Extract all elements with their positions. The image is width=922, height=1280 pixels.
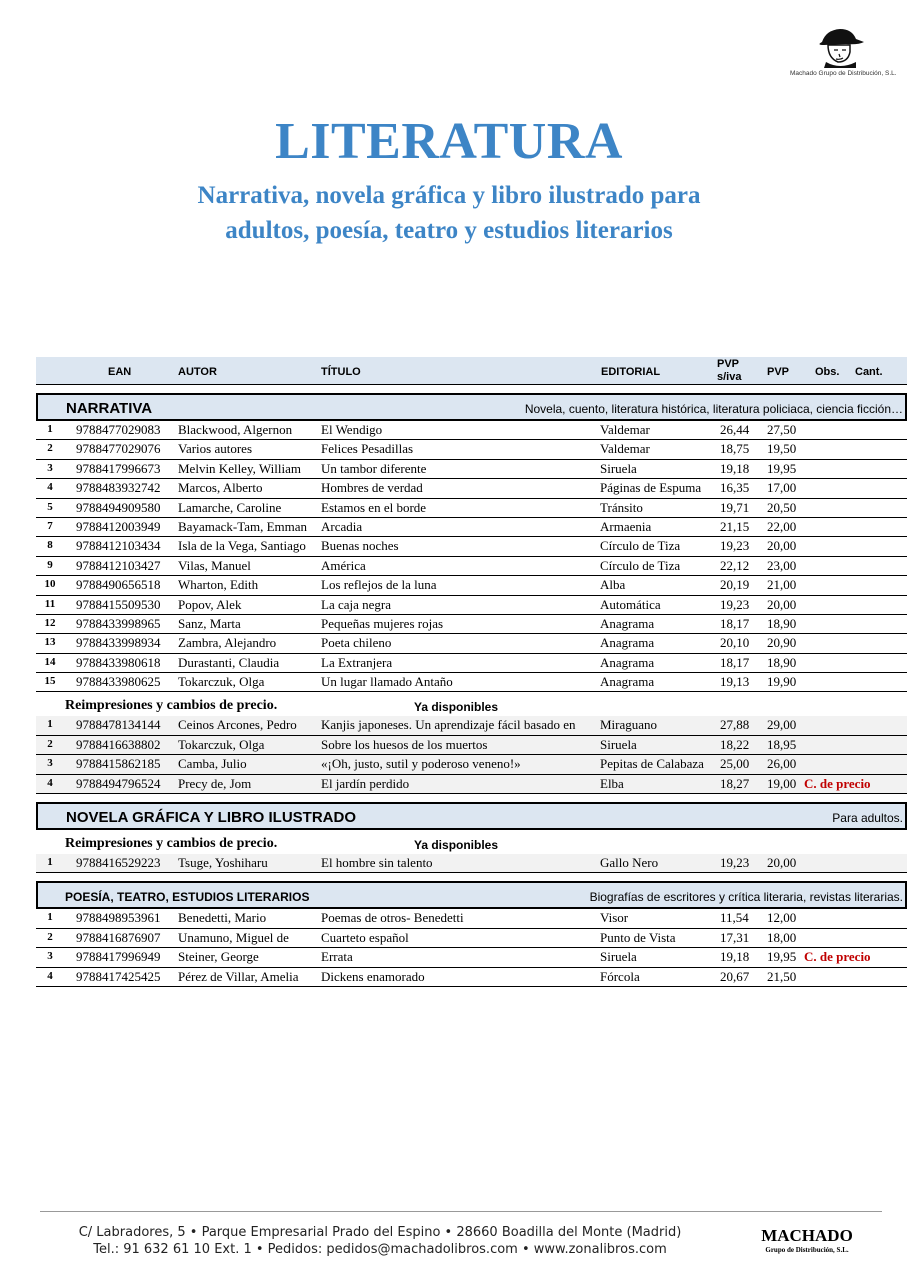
title-cell: Cuarteto español — [321, 929, 409, 945]
author-cell: Tsuge, Yoshiharu — [178, 855, 268, 871]
price-no-vat-cell: 18,17 — [720, 654, 750, 670]
table-row — [36, 716, 907, 735]
ean-cell: 9788416529223 — [76, 855, 161, 871]
price-cell: 27,50 — [767, 422, 797, 437]
author-cell: Popov, Alek — [178, 596, 242, 612]
price-cell: 22,00 — [767, 518, 797, 534]
ya-disponibles-label: Ya disponibles — [414, 700, 499, 715]
table-row — [36, 654, 907, 673]
title-cell: Un lugar llamado Antaño — [321, 674, 453, 690]
ean-cell: 9788494909580 — [76, 499, 161, 515]
table-row — [36, 479, 907, 498]
title-cell: «¡Oh, justo, sutil y poderoso veneno!» — [321, 756, 521, 772]
col-ean: EAN — [108, 366, 132, 378]
subtitle-line-2: adultos, poesía, teatro y estudios literarios — [225, 217, 673, 244]
title-cell: Kanjis japoneses. Un aprendizaje fácil basado en — [321, 717, 576, 733]
price-cell: 19,50 — [767, 441, 797, 457]
page-title: LITERATURA — [275, 113, 623, 170]
publisher-cell: Elba — [600, 775, 624, 791]
footer-divider — [40, 1211, 882, 1212]
publisher-cell: Siruela — [600, 460, 637, 476]
table-row — [36, 440, 907, 459]
price-no-vat-cell: 20,19 — [720, 577, 750, 593]
table-row — [36, 557, 907, 576]
price-no-vat-cell: 19,18 — [720, 460, 750, 476]
obs-cell: C. de precio — [804, 775, 871, 791]
price-cell: 18,90 — [767, 654, 797, 670]
author-cell: Pérez de Villar, Amelia — [178, 968, 299, 984]
price-cell: 20,50 — [767, 499, 797, 515]
price-no-vat-cell: 21,15 — [720, 518, 750, 534]
price-cell: 21,50 — [767, 968, 797, 984]
ean-cell: 9788416876907 — [76, 929, 161, 945]
section-title: NARRATIVA — [66, 400, 153, 417]
author-cell: Camba, Julio — [178, 756, 247, 772]
publisher-cell: Anagrama — [600, 615, 655, 631]
author-cell: Tokarczuk, Olga — [178, 736, 265, 752]
table-row — [36, 576, 907, 595]
price-cell: 19,95 — [767, 949, 797, 965]
price-cell: 20,00 — [767, 596, 797, 612]
price-no-vat-cell: 20,10 — [720, 635, 750, 651]
title-cell: Un tambor diferente — [321, 460, 427, 476]
publisher-cell: Gallo Nero — [600, 855, 659, 871]
title-cell: Pequeñas mujeres rojas — [321, 615, 444, 631]
footer-brand-sub: Grupo de Distribución, S.L. — [765, 1246, 849, 1254]
price-cell: 19,95 — [767, 460, 797, 476]
author-cell: Durastanti, Claudia — [178, 654, 280, 670]
title-cell: La caja negra — [321, 596, 392, 612]
price-no-vat-cell: 11,54 — [720, 910, 749, 926]
price-cell: 18,90 — [767, 615, 797, 631]
section-description: Novela, cuento, literatura histórica, literatura policiaca, ciencia ficción… — [524, 402, 903, 416]
row-number: 11 — [44, 597, 56, 610]
price-no-vat-cell: 19,23 — [720, 538, 750, 554]
table-row — [36, 755, 907, 774]
novela-grafica-rows — [36, 854, 907, 873]
title-cell: Estamos en el borde — [321, 499, 427, 515]
price-no-vat-cell: 19,18 — [720, 949, 750, 965]
publisher-cell: Siruela — [600, 736, 637, 752]
reimpresiones-title: Reimpresiones y cambios de precio. — [65, 836, 278, 852]
price-cell: 18,95 — [767, 736, 797, 752]
author-cell: Isla de la Vega, Santiago — [178, 538, 306, 554]
section-novela-grafica — [36, 802, 907, 830]
publisher-cell: Anagrama — [600, 635, 655, 651]
title-cell: Errata — [321, 949, 353, 965]
price-no-vat-cell: 19,23 — [720, 855, 750, 871]
price-cell: 12,00 — [767, 910, 797, 926]
narrativa-reimp-rows — [36, 716, 907, 794]
table-row — [36, 421, 907, 440]
table-row — [36, 854, 907, 873]
title-cell: América — [321, 557, 366, 573]
col-pvp: PVP — [767, 366, 790, 378]
publisher-cell: Punto de Vista — [600, 929, 676, 945]
reimpresiones-title: Reimpresiones y cambios de precio. — [65, 698, 278, 714]
logo-caption: Machado Grupo de Distribución, S.L. — [790, 70, 897, 77]
publisher-cell: Alba — [600, 577, 626, 593]
row-number: 1 — [47, 856, 53, 869]
publisher-cell: Fórcola — [600, 968, 640, 984]
table-row — [36, 736, 907, 755]
catalog-table — [36, 357, 907, 987]
table-row — [36, 537, 907, 556]
table-row — [36, 615, 907, 634]
row-number: 7 — [47, 519, 53, 532]
row-number: 9 — [47, 558, 53, 571]
col-pvp-siva-line2: s/iva — [717, 371, 742, 383]
publisher-cell: Círculo de Tiza — [600, 538, 681, 554]
ean-cell: 9788417996673 — [76, 460, 161, 476]
ean-cell: 9788415862185 — [76, 756, 161, 772]
ean-cell: 9788477029076 — [76, 441, 161, 457]
row-number: 1 — [47, 718, 53, 731]
publisher-cell: Pepitas de Calabaza — [600, 756, 704, 772]
reimpresiones-header — [36, 692, 907, 716]
price-cell: 19,90 — [767, 674, 797, 690]
table-row — [36, 518, 907, 537]
row-number: 1 — [47, 423, 53, 435]
col-titulo: TÍTULO — [321, 366, 361, 378]
table-row — [36, 460, 907, 479]
price-cell: 21,00 — [767, 577, 797, 593]
ean-cell: 9788417996949 — [76, 949, 161, 965]
ean-cell: 9788416638802 — [76, 736, 161, 752]
footer-brand: MACHADO — [761, 1226, 853, 1245]
row-number: 2 — [47, 442, 53, 455]
reimpresiones-header — [36, 830, 907, 854]
row-number: 13 — [44, 636, 56, 649]
row-number: 1 — [47, 911, 53, 924]
col-autor: AUTOR — [178, 366, 217, 378]
title-cell: Los reflejos de la luna — [321, 577, 437, 593]
hat-man-icon — [812, 24, 868, 68]
price-no-vat-cell: 16,35 — [720, 480, 750, 496]
row-number: 3 — [47, 461, 53, 474]
author-cell: Lamarche, Caroline — [178, 499, 282, 515]
publisher-cell: Automática — [600, 596, 661, 612]
price-no-vat-cell: 20,67 — [720, 968, 750, 984]
section-description: Para adultos. — [832, 811, 903, 826]
price-cell: 29,00 — [767, 717, 797, 733]
row-number: 2 — [47, 737, 53, 750]
table-row — [36, 948, 907, 967]
table-row — [36, 673, 907, 692]
price-no-vat-cell: 18,17 — [720, 615, 750, 631]
ya-disponibles-label: Ya disponibles — [414, 838, 499, 853]
author-cell: Wharton, Edith — [178, 577, 259, 593]
section-poesia — [36, 881, 907, 909]
publisher-cell: Valdemar — [600, 441, 650, 457]
page-subtitle — [0, 178, 898, 248]
author-cell: Benedetti, Mario — [178, 910, 267, 926]
publisher-cell: Visor — [600, 910, 629, 926]
row-number: 4 — [47, 481, 53, 494]
title-cell: Hombres de verdad — [321, 480, 423, 496]
obs-cell: C. de precio — [804, 949, 871, 965]
author-cell: Tokarczuk, Olga — [178, 674, 265, 690]
author-cell: Precy de, Jom — [178, 775, 252, 791]
footer-line-2: Tel.: 91 632 61 10 Ext. 1 • Pedidos: pedidos@machadolibros.com • www.zonalibros.com — [93, 1242, 667, 1257]
title-cell: Arcadia — [321, 518, 363, 534]
price-no-vat-cell: 27,88 — [720, 717, 750, 733]
ean-cell: 9788433980625 — [76, 674, 161, 690]
section-title: POESÍA, TEATRO, ESTUDIOS LITERARIOS — [65, 890, 310, 905]
table-row — [36, 929, 907, 948]
publisher-cell: Miraguano — [600, 717, 658, 733]
author-cell: Steiner, George — [178, 949, 259, 965]
price-no-vat-cell: 19,23 — [720, 596, 750, 612]
price-no-vat-cell: 19,13 — [720, 674, 750, 690]
publisher-cell: Anagrama — [600, 674, 655, 690]
ean-cell: 9788498953961 — [76, 910, 161, 926]
title-cell: El hombre sin talento — [321, 855, 433, 871]
table-row — [36, 909, 907, 928]
author-cell: Varios autores — [178, 441, 253, 457]
price-no-vat-cell: 25,00 — [720, 756, 750, 772]
title-cell: Dickens enamorado — [321, 968, 425, 984]
ean-cell: 9788412103427 — [76, 557, 161, 573]
author-cell: Bayamack-Tam, Emman — [178, 518, 308, 534]
publisher-cell: Páginas de Espuma — [600, 480, 702, 496]
ean-cell: 9788417425425 — [76, 968, 161, 984]
author-cell: Blackwood, Algernon — [178, 422, 293, 437]
poesia-rows — [36, 909, 907, 987]
price-no-vat-cell: 17,31 — [720, 929, 750, 945]
author-cell: Unamuno, Miguel de — [178, 929, 289, 945]
publisher-cell: Tránsito — [600, 499, 643, 515]
row-number: 3 — [47, 757, 53, 770]
section-title: NOVELA GRÁFICA Y LIBRO ILUSTRADO — [66, 809, 357, 827]
publisher-cell: Siruela — [600, 949, 637, 965]
title-cell: El Wendigo — [321, 422, 383, 437]
title-cell: Poeta chileno — [321, 635, 392, 651]
footer-line-1: C/ Labradores, 5 • Parque Empresarial Prado del Espino • 28660 Boadilla del Monte (Madrid) — [78, 1225, 682, 1240]
ean-cell: 9788477029083 — [76, 422, 161, 437]
price-cell: 23,00 — [767, 557, 797, 573]
row-number: 4 — [47, 969, 53, 982]
price-cell: 18,00 — [767, 929, 797, 945]
row-number: 4 — [47, 776, 53, 789]
ean-cell: 9788433998934 — [76, 635, 161, 651]
author-cell: Ceinos Arcones, Pedro — [178, 717, 297, 733]
publisher-cell: Círculo de Tiza — [600, 557, 681, 573]
price-no-vat-cell: 22,12 — [720, 557, 750, 573]
author-cell: Sanz, Marta — [178, 615, 241, 631]
col-cant: Cant. — [855, 366, 883, 378]
publisher-cell: Valdemar — [600, 422, 650, 437]
price-cell: 20,90 — [767, 635, 797, 651]
col-pvp-siva-line1: PVP — [717, 358, 740, 370]
author-cell: Marcos, Alberto — [178, 480, 263, 496]
ean-cell: 9788412103434 — [76, 538, 161, 554]
ean-cell: 9788483932742 — [76, 480, 161, 496]
company-logo — [790, 24, 897, 77]
table-row — [36, 968, 907, 987]
price-no-vat-cell: 18,22 — [720, 736, 750, 752]
price-cell: 17,00 — [767, 480, 797, 496]
price-cell: 20,00 — [767, 538, 797, 554]
title-cell: Poemas de otros- Benedetti — [321, 910, 464, 926]
col-obs: Obs. — [815, 366, 840, 378]
table-row — [36, 596, 907, 615]
row-number: 10 — [44, 578, 56, 591]
ean-cell: 9788494796524 — [76, 775, 161, 791]
row-number: 3 — [47, 950, 53, 963]
section-narrativa — [36, 393, 907, 421]
col-pvp-siva — [717, 358, 741, 384]
section-description: Biografías de escritores y crítica literaria, revistas literarias. — [589, 890, 903, 905]
ean-cell: 9788415509530 — [76, 596, 161, 612]
table-row — [36, 775, 907, 794]
price-no-vat-cell: 19,71 — [720, 499, 750, 515]
table-row — [36, 634, 907, 653]
table-row — [36, 499, 907, 518]
ean-cell: 9788433980618 — [76, 654, 161, 670]
table-header — [36, 357, 907, 385]
row-number: 2 — [47, 930, 53, 943]
footer-address — [40, 1224, 720, 1258]
title-cell: Sobre los huesos de los muertos — [321, 736, 488, 752]
author-cell: Melvin Kelley, William — [178, 460, 301, 476]
subtitle-line-1: Narrativa, novela gráfica y libro ilustrado para — [197, 182, 701, 209]
price-cell: 19,00 — [767, 775, 797, 791]
author-cell: Zambra, Alejandro — [178, 635, 277, 651]
ean-cell: 9788412003949 — [76, 518, 161, 534]
row-number: 15 — [44, 675, 56, 688]
publisher-cell: Armaenia — [600, 518, 652, 534]
title-cell: Felices Pesadillas — [321, 441, 414, 457]
row-number: 5 — [47, 500, 53, 513]
author-cell: Vilas, Manuel — [178, 557, 251, 573]
ean-cell: 9788433998965 — [76, 615, 161, 631]
ean-cell: 9788478134144 — [76, 717, 161, 733]
publisher-cell: Anagrama — [600, 654, 655, 670]
title-cell: Buenas noches — [321, 538, 399, 554]
row-number: 14 — [44, 655, 56, 668]
title-cell: El jardín perdido — [321, 775, 410, 791]
price-no-vat-cell: 18,75 — [720, 441, 750, 457]
title-cell: La Extranjera — [321, 654, 393, 670]
price-cell: 26,00 — [767, 756, 797, 772]
price-cell: 20,00 — [767, 855, 797, 871]
row-number: 12 — [44, 616, 56, 629]
price-no-vat-cell: 18,27 — [720, 775, 750, 791]
col-editorial: EDITORIAL — [601, 366, 661, 378]
ean-cell: 9788490656518 — [76, 577, 161, 593]
row-number: 8 — [47, 539, 53, 552]
price-no-vat-cell: 26,44 — [720, 422, 750, 437]
narrativa-rows — [36, 421, 907, 692]
